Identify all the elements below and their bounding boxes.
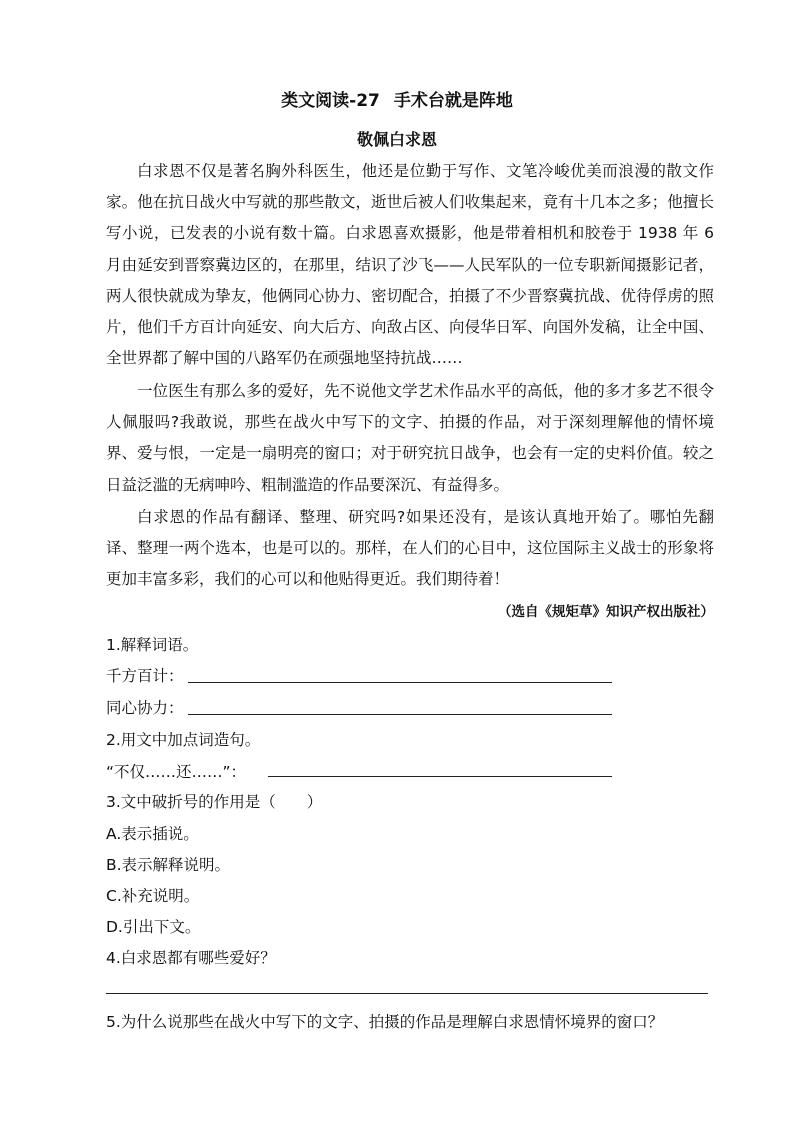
question-4: 4.白求恩都有哪些爱好？: [106, 949, 276, 967]
answer-line-1b[interactable]: [188, 713, 612, 715]
question-1-term-a: 千方百计：: [106, 667, 184, 685]
answer-line-2[interactable]: [268, 775, 612, 777]
article-paragraph-3: 白求恩的作品有翻译、整理、研究吗?如果还没有，是该认真地开始了。哪怕先翻译、整理一两个选本，也是可以的。那样，在人们的心目中，这位国际主义战士的形象将更加丰富多彩，我们的心可以和他贴得更近。我们期待着！: [106, 508, 714, 589]
question-2: 2.用文中加点词造句。: [106, 731, 261, 749]
answer-line-1a[interactable]: [188, 681, 612, 683]
answer-line-4[interactable]: [106, 992, 708, 994]
question-3: 3.文中破折号的作用是（ ）: [106, 793, 323, 811]
article-paragraph-2: 一位医生有那么多的爱好，先不说他文学艺术作品水平的高低，他的多才多艺不很令人佩服吗?我敢说，那些在战火中写下的文字、拍摄的作品，对于深刻理解他的情怀境界、爱与恨，一定是一扇明亮的窗口；对于研究抗日战争，也会有一定的史料价值。较之日益泛滥的无病呻吟、粗制滥造的作品要深沉、有益得多。: [106, 382, 714, 494]
article-source: （选自《规矩草》知识产权出版社）: [498, 604, 714, 620]
question-2-prompt: “不仅……还……”：: [106, 763, 247, 781]
question-3-option-c[interactable]: C.补充说明。: [106, 887, 200, 905]
page-title: [0, 86, 794, 111]
question-3-option-a[interactable]: A.表示插说。: [106, 825, 199, 843]
question-1: 1.解释词语。: [106, 636, 199, 654]
question-1-term-b: 同心协力：: [106, 699, 184, 717]
question-3-option-b[interactable]: B.表示解释说明。: [106, 856, 231, 874]
article-paragraph-1: 白求恩不仅是著名胸外科医生，他还是位勤于写作、文笔冷峻优美而浪漫的散文作家。他在抗日战火中写就的那些散文，逝世后被人们收集起来，竟有十几本之多；他擅长写小说，已发表的小说有数十篇。白求恩喜欢摄影，他是带着相机和胶卷于 1938 年 6 月由延安到晋察冀边区的，在那里，结识了沙飞——人民军队的一位专职新闻摄影记者，两人很快就成为挚友，他俩同心协力、密切配合，拍摄了不少晋察冀抗战、优待俘虏的照片，他们千方百计向延安、向大后方、向敌占区、向侵华日军、向国外发稿，让全中国、全世界都了解中国的八路军仍在顽强地坚持抗战……: [106, 162, 714, 368]
title-series: 类文阅读-27: [281, 91, 380, 111]
question-5: 5.为什么说那些在战火中写下的文字、拍摄的作品是理解白求恩情怀境界的窗口？: [106, 1013, 664, 1031]
title-topic: 手术台就是阵地: [393, 91, 513, 111]
question-3-option-d[interactable]: D.引出下文。: [106, 918, 201, 936]
article-title: 敬佩白求恩: [356, 130, 437, 149]
